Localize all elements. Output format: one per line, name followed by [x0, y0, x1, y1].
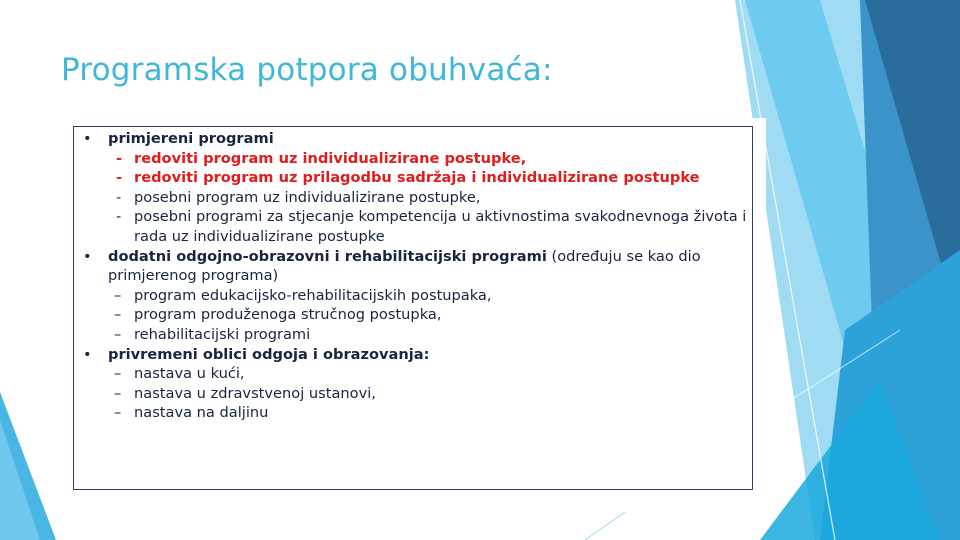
section-title: dodatni odgojno-obrazovni i rehabilitacijski programi: [108, 247, 547, 265]
list-item-text: posebni programi za stjecanje kompetencija u aktivnostima svakodnevnoga života i rada uz individualizirane postupke: [134, 208, 747, 245]
section-title: primjereni programi: [108, 130, 274, 147]
list-item-text: redoviti program uz prilagodbu sadržaja i individualizirane postupke: [134, 169, 700, 187]
list-item: [78, 168, 750, 188]
dash: –: [114, 306, 122, 324]
list-item-text: nastava na daljinu: [134, 404, 269, 422]
list-item-text: redoviti program uz individualizirane postupke,: [134, 149, 527, 167]
dash: –: [114, 404, 122, 422]
list-item: [78, 305, 750, 325]
bullet: •: [83, 345, 92, 363]
bullet: •: [83, 130, 92, 147]
list-item-text: nastava u zdravstvenoj ustanovi,: [134, 384, 376, 402]
content-box: [73, 126, 753, 490]
dash: -: [116, 188, 122, 206]
dash: -: [116, 149, 123, 167]
list-item-text: program produženoga stručnog postupka,: [134, 306, 442, 324]
section-primjereni-programi: [78, 129, 750, 149]
slide-title: Programska potpora obuhvaća:: [61, 52, 553, 88]
dash: –: [114, 384, 122, 402]
left-accent-shape-light: [0, 420, 40, 540]
list-item: [78, 325, 750, 345]
list-item: [78, 403, 750, 423]
dash: –: [114, 325, 122, 343]
dash: –: [114, 286, 122, 304]
section-title: privremeni oblici odgoja i obrazovanja:: [108, 345, 430, 363]
sub-list: [78, 364, 750, 423]
list-item: [78, 149, 750, 169]
list-item: [78, 364, 750, 384]
list-item: [78, 188, 750, 208]
list-item-text: posebni program uz individualizirane postupke,: [134, 188, 481, 206]
list-item: [78, 384, 750, 404]
list-item-text: nastava u kući,: [134, 365, 245, 383]
section-note: (određuju se kao dio primjerenog programa): [108, 247, 701, 285]
dash: -: [116, 169, 123, 187]
dash: –: [114, 365, 122, 383]
dash: -: [116, 208, 122, 226]
list-item-text: program edukacijsko-rehabilitacijskih postupaka,: [134, 286, 492, 304]
list-item: [78, 286, 750, 306]
list-item: [78, 207, 750, 246]
facet-line: [585, 512, 625, 540]
sub-list: [78, 286, 750, 345]
bullet: •: [83, 247, 92, 265]
content-list: [78, 129, 750, 423]
list-item-text: rehabilitacijski programi: [134, 325, 311, 343]
section-privremeni-oblici: [78, 345, 750, 365]
sub-list: [78, 149, 750, 247]
section-dodatni-programi: [78, 247, 750, 286]
